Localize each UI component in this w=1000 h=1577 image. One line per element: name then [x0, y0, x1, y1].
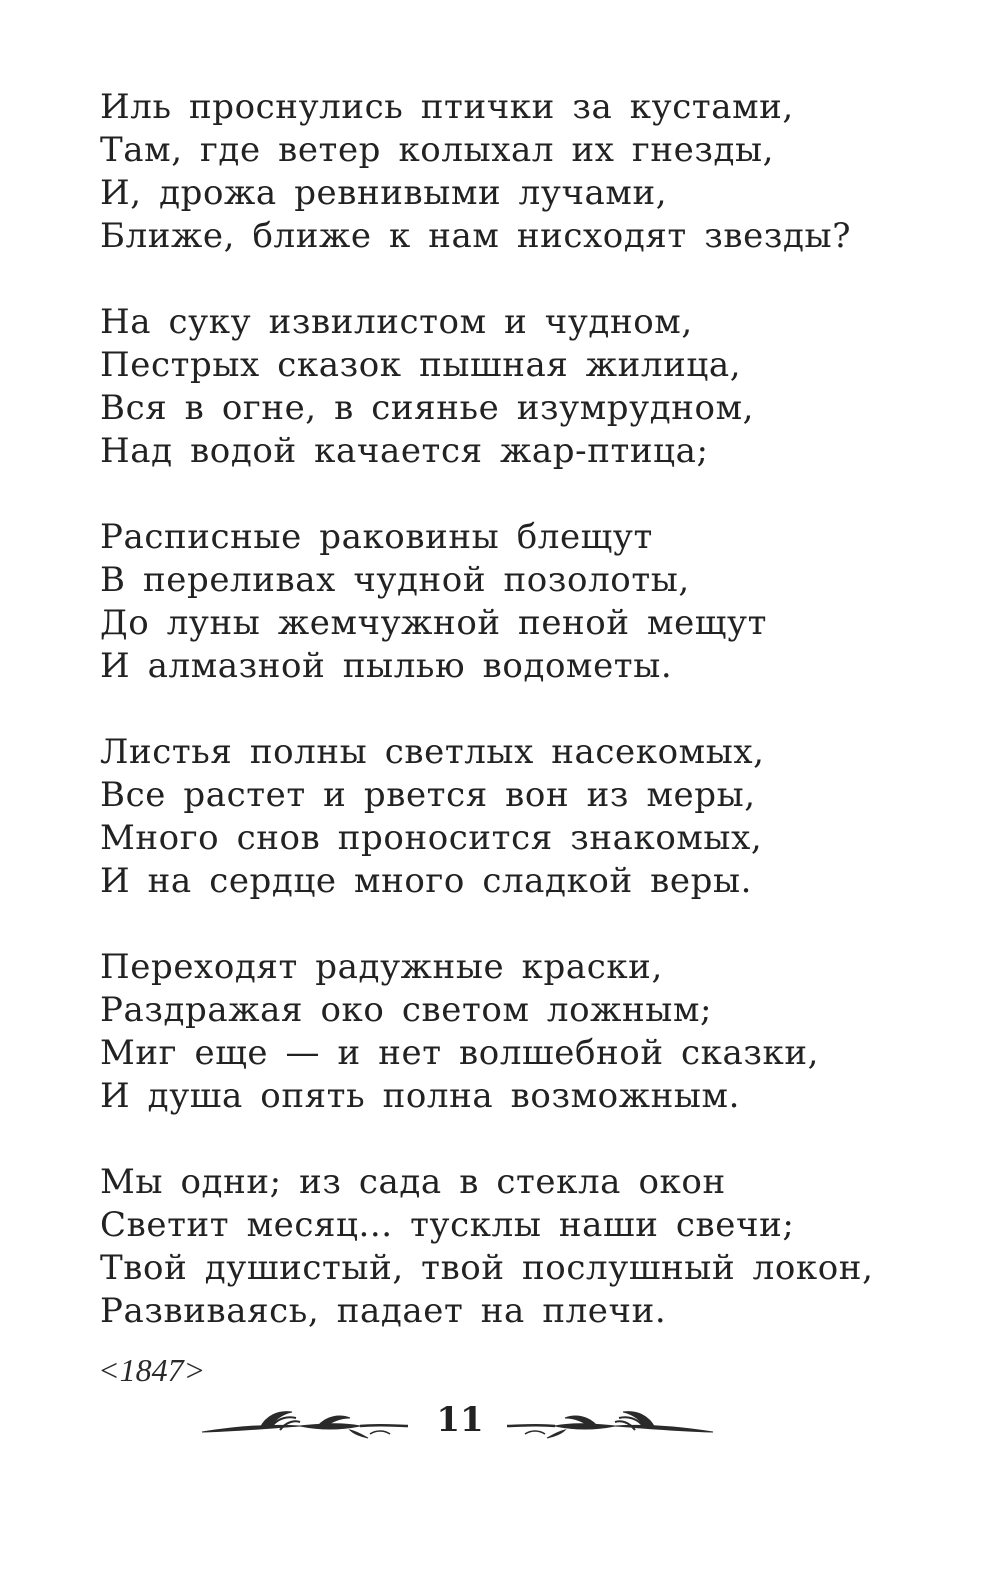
stanza [100, 731, 960, 903]
poem-line: Над водой качается жар-птица; [100, 431, 709, 471]
poem-line: Твой душистый, твой послушный локон, [100, 1248, 874, 1288]
stanza [100, 516, 960, 688]
poem-line: И на сердце много сладкой веры. [100, 861, 753, 901]
poem-line: Расписные раковины блещут [100, 517, 653, 557]
poem-line: Ближе, ближе к нам нисходят звезды? [100, 216, 852, 256]
flourish-ornament-icon [505, 1404, 715, 1440]
page-footer [200, 1398, 720, 1448]
poem [100, 86, 960, 1333]
poem-line: Все растет и рвется вон из меры, [100, 775, 756, 815]
poem-line: Раздражая око светом ложным; [100, 990, 713, 1030]
poem-line: Светит месяц... тусклы наши свечи; [100, 1205, 795, 1245]
stanza [100, 1161, 960, 1333]
poem-line: В переливах чудной позолоты, [100, 560, 690, 600]
poem-line: И душа опять полна возможным. [100, 1076, 740, 1116]
poem-line: Переходят радужные краски, [100, 947, 663, 987]
poem-line: Иль проснулись птички за кустами, [100, 87, 794, 127]
poem-line: На суку извилистом и чудном, [100, 302, 693, 342]
poem-line: И, дрожа ревнивыми лучами, [100, 173, 668, 213]
poem-line: Вся в огне, в сиянье изумрудном, [100, 388, 755, 428]
poem-line: Листья полны светлых насекомых, [100, 732, 765, 772]
poem-year: <1847> [98, 1352, 206, 1388]
flourish-ornament-icon [200, 1404, 410, 1440]
stanza [100, 86, 960, 258]
poem-line: Там, где ветер колыхал их гнезды, [100, 130, 775, 170]
poem-line: Развиваясь, падает на плечи. [100, 1291, 667, 1331]
poem-line: И алмазной пылью водометы. [100, 646, 673, 686]
poem-line: Пестрых сказок пышная жилица, [100, 345, 742, 385]
stanza [100, 301, 960, 473]
stanza [100, 946, 960, 1118]
poem-line: Миг еще — и нет волшебной сказки, [100, 1033, 820, 1073]
poem-line: Мы одни; из сада в стекла окон [100, 1162, 726, 1202]
poem-line: До луны жемчужной пеной мещут [100, 603, 768, 643]
poem-line: Много снов проносится знакомых, [100, 818, 763, 858]
page-number: 11 [436, 1400, 484, 1440]
